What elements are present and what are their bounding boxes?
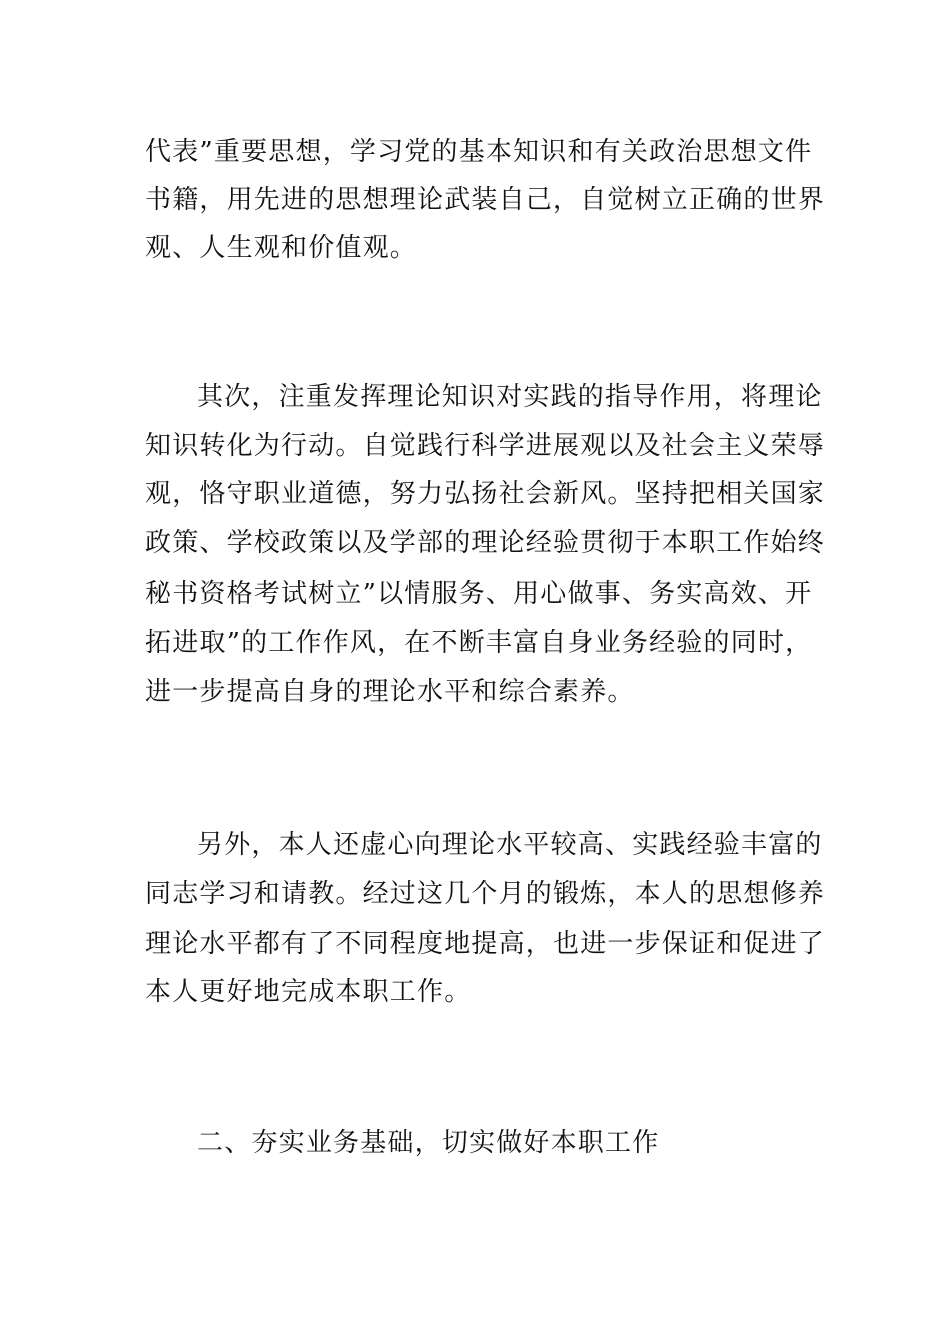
paragraph-3-line-4: 本人更好地完成本职工作。 bbox=[145, 977, 472, 1007]
paragraph-1-line-3: 观、人生观和价值观。 bbox=[145, 233, 418, 263]
paragraph-3-line-3: 理论水平都有了不同程度地提高，也进一步保证和促进了 bbox=[145, 929, 826, 959]
paragraph-1-line-2: 书籍，用先进的思想理论武装自己，自觉树立正确的世界 bbox=[145, 185, 826, 215]
section-heading: 二、夯实业务基础，切实做好本职工作 bbox=[197, 1128, 660, 1158]
paragraph-3-line-1: 另外，本人还虚心向理论水平较高、实践经验丰富的 bbox=[197, 830, 823, 860]
paragraph-2-line-4: 政策、学校政策以及学部的理论经验贯彻于本职工作始终 bbox=[145, 528, 826, 558]
paragraph-3-line-2: 同志学习和请教。经过这几个月的锻炼，本人的思想修养 bbox=[145, 879, 826, 909]
paragraph-2-line-7: 进一步提高自身的理论水平和综合素养。 bbox=[145, 677, 635, 707]
paragraph-2-line-6: 拓进取”的工作作风，在不断丰富自身业务经验的同时， bbox=[145, 628, 813, 658]
paragraph-2-line-2: 知识转化为行动。自觉践行科学进展观以及社会主义荣辱 bbox=[145, 431, 826, 461]
paragraph-2-line-5: 秘书资格考试树立”以情服务、用心做事、务实高效、开 bbox=[145, 579, 813, 609]
paragraph-2-line-1: 其次，注重发挥理论知识对实践的指导作用，将理论 bbox=[197, 382, 823, 412]
paragraph-2-line-3: 观，恪守职业道德，努力弘扬社会新风。坚持把相关国家 bbox=[145, 479, 826, 509]
paragraph-1-line-1: 代表”重要思想，学习党的基本知识和有关政治思想文件 bbox=[145, 137, 813, 167]
